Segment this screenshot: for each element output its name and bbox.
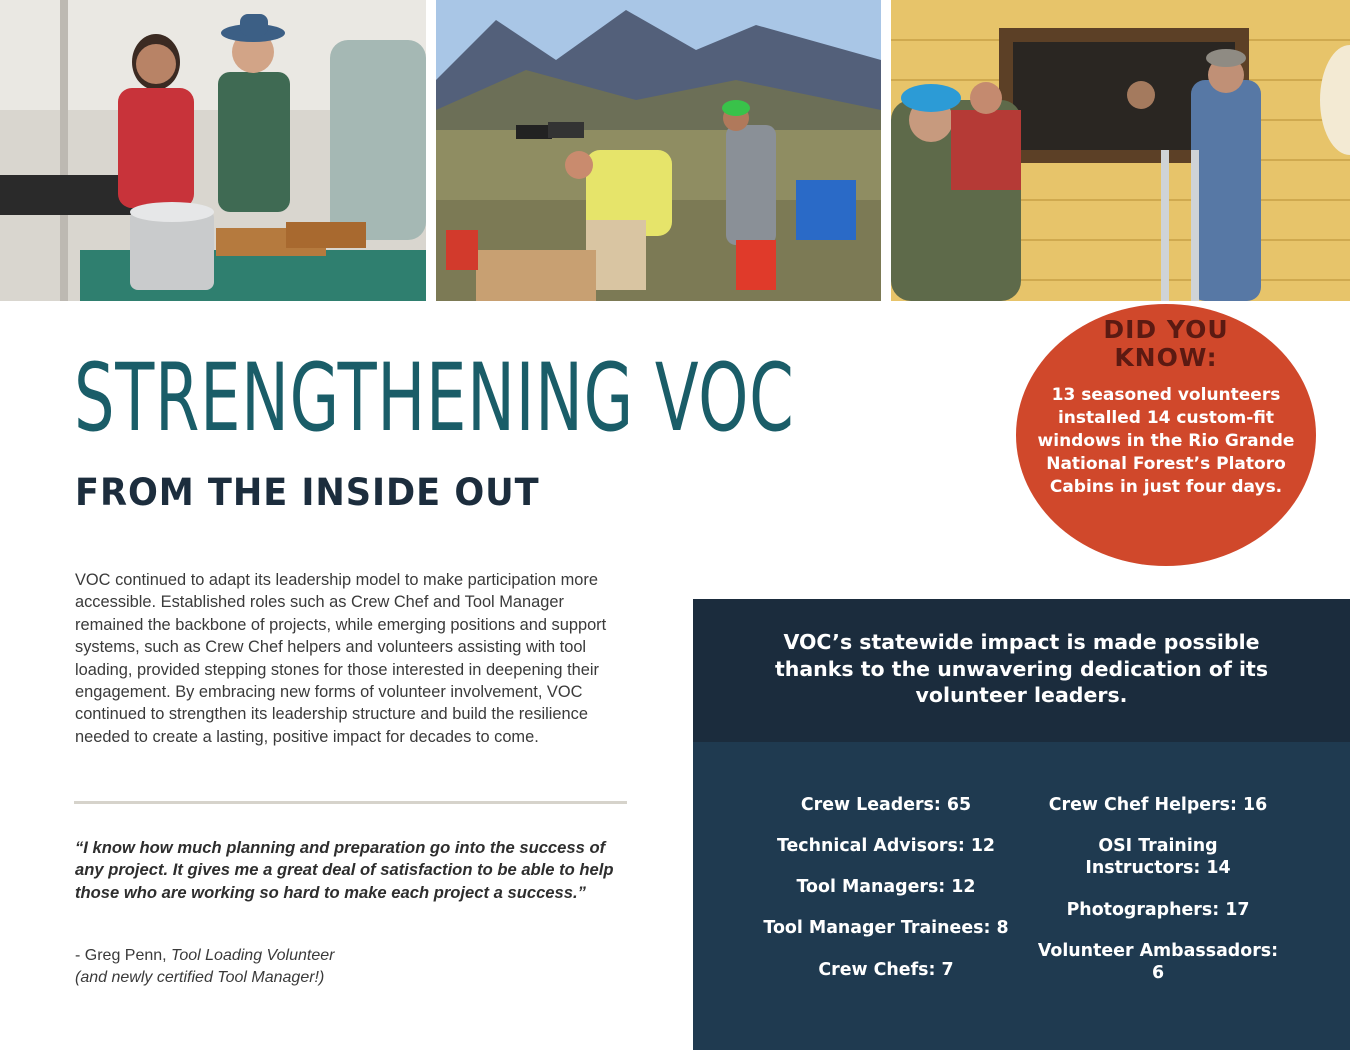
body-paragraph: VOC continued to adapt its leadership model to make participation more accessible. Established roles such as Crew Chef and Tool Manager remained the backbone of projects, while emerging positions and support systems, such as Crew Chef helpers and volunteers assisting with tool loading, provided stepping stones for those interested in deepening their engagement. By embracing new forms of volunteer involvement, VOC continued to strengthen its leadership structure and build the resilience needed to create a lasting, positive impact for decades to come. xyxy=(75,571,607,746)
photo-mountain-meadow xyxy=(436,0,881,301)
attribution-role: Tool Loading Volunteer xyxy=(171,947,335,964)
stat-technical-advisors: Technical Advisors: 12 xyxy=(776,836,996,856)
divider xyxy=(74,801,627,804)
page-title: STRENGTHENING VOC xyxy=(74,344,795,453)
camp-kitchen-image xyxy=(0,0,426,301)
did-you-know-heading-line2: KNOW: xyxy=(1114,343,1218,372)
photo-camp-kitchen xyxy=(0,0,426,301)
stat-photographers: Photographers: 17 xyxy=(1066,900,1250,920)
mountain-meadow-image xyxy=(436,0,881,301)
stats-panel-heading: VOC’s statewide impact is made possible thanks to the unwavering dedication of its volunteer leaders. xyxy=(774,630,1269,707)
stat-tool-managers: Tool Managers: 12 xyxy=(796,877,976,897)
volunteer-quote: “I know how much planning and preparation go into the success of any project. It gives me a great deal of satisfaction to be able to help those who are working so hard to make each project a success.” xyxy=(75,838,614,902)
stat-crew-chef-helpers: Crew Chef Helpers: 16 xyxy=(1048,795,1268,815)
stats-panel-header xyxy=(693,599,1350,742)
stat-crew-leaders: Crew Leaders: 65 xyxy=(800,795,972,815)
did-you-know-bubble xyxy=(1016,304,1316,566)
attribution-note: (and newly certified Tool Manager!) xyxy=(75,969,325,986)
did-you-know-text: 13 seasoned volunteers installed 14 custom-fit windows in the Rio Grande National Forest’s Platoro Cabins in just four days. xyxy=(1037,385,1295,497)
attribution-name: - Greg Penn, xyxy=(75,947,172,964)
stat-crew-chefs: Crew Chefs: 7 xyxy=(818,960,954,980)
page-subtitle: FROM THE INSIDE OUT xyxy=(75,471,540,514)
photo-cabin-window xyxy=(891,0,1350,301)
did-you-know-heading xyxy=(1016,316,1316,372)
stat-tool-manager-trainees: Tool Manager Trainees: 8 xyxy=(763,918,1009,938)
stat-volunteer-ambassadors: Volunteer Ambassadors: 6 xyxy=(1037,941,1279,983)
stat-osi-training-instructors: OSI Training Instructors: 14 xyxy=(1085,836,1231,878)
quote-attribution xyxy=(75,945,615,989)
cabin-window-image xyxy=(891,0,1350,301)
did-you-know-heading-line1: DID YOU xyxy=(1103,315,1229,344)
